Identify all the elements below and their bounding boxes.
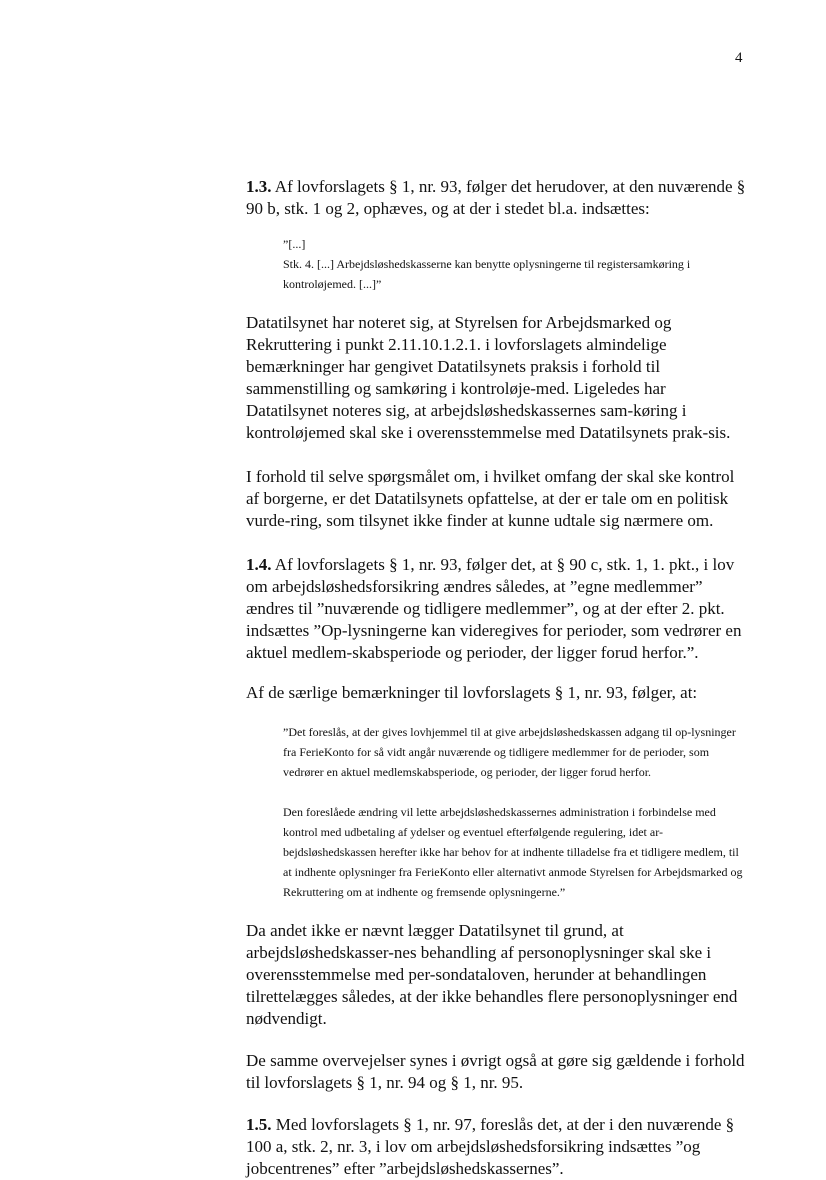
paragraph: Datatilsynet har noteret sig, at Styrelsen for Arbejdsmarked og Rekruttering i punkt 2.11.10.1.2.1. i lovforslagets almindelige bemærkninger har gengivet Datatilsynets praksis i forhold til sammenstilling og samkøring i kontroløje-med. Ligeledes har Datatilsynet noteres sig, at arbejdsløshedskassernes sam-køring i kontroløjemed skal ske i overensstemmelse med Datatilsynets prak-sis. bbox=[246, 313, 731, 442]
paragraph: I forhold til selve spørgsmålet om, i hvilket omfang der skal ske kontrol af borgerne, er det Datatilsynets opfattelse, at der er tale om en politisk vurde-ring, som tilsynet ikke finder at kunne udtale sig nærmere om. bbox=[246, 467, 735, 530]
section-text: Med lovforslagets § 1, nr. 97, foreslås det, at der i den nuværende § 100 a, stk. 2, nr. 3, i lov om arbejdsløshedsforsikring indsættes ”og jobcentrenes” efter ”arbejdsløshedskassernes”. bbox=[246, 1115, 735, 1178]
section-number: 1.4. bbox=[246, 555, 272, 574]
section-1-5-intro bbox=[246, 1114, 746, 1180]
quote-line: ”[...] bbox=[283, 237, 306, 251]
quote-line: Stk. 4. [...] Arbejdsløshedskasserne kan benytte oplysningerne til registersamkøring i kontroløjemed. [...]” bbox=[283, 257, 691, 291]
section-1-4-intro bbox=[246, 554, 746, 664]
section-text: Af lovforslagets § 1, nr. 93, følger det herudover, at den nuværende § 90 b, stk. 1 og 2, ophæves, og at der i stedet bl.a. indsættes: bbox=[246, 177, 746, 218]
section-1-3-intro bbox=[246, 176, 746, 220]
paragraph: Da andet ikke er nævnt lægger Datatilsynet til grund, at arbejdsløshedskasser-nes behandling af personoplysninger skal ske i overensstemmelse med per-sondataloven, herunder at behandlingen tilrettelægges således, at der ikke behandles flere personoplysninger end nødvendigt. bbox=[246, 921, 738, 1028]
section-number: 1.5. bbox=[246, 1115, 272, 1134]
section-text: Af lovforslagets § 1, nr. 93, følger det, at § 90 c, stk. 1, 1. pkt., i lov om arbejdsløshedsforsikring ændres således, at ”egne medlemmer” ændres til ”nuværende og tidligere medlemmer”, og at der efter 2. pkt. indsættes ”Op-lysningerne kan videregives for perioder, som vedrører en aktuel medlem-skabsperiode og perioder, der ligger forud herfor.”. bbox=[246, 555, 742, 662]
document-body bbox=[246, 176, 746, 1180]
page-number: 4 bbox=[735, 50, 743, 66]
block-quote bbox=[283, 234, 746, 294]
paragraph: De samme overvejelser synes i øvrigt også at gøre sig gældende i forhold til lovforslagets § 1, nr. 94 og § 1, nr. 95. bbox=[246, 1051, 745, 1092]
paragraph: Af de særlige bemærkninger til lovforslagets § 1, nr. 93, følger, at: bbox=[246, 683, 698, 702]
section-number: 1.3. bbox=[246, 177, 272, 196]
block-quote bbox=[283, 722, 746, 902]
quote-paragraph: ”Det foreslås, at der gives lovhjemmel til at give arbejdsløshedskassen adgang til op-lysninger fra FerieKonto for så vidt angår nuværende og tidligere medlemmer for de perioder, som vedrører en aktuel medlemskabsperiode, og perioder, der ligger forud herfor. bbox=[283, 725, 736, 779]
quote-paragraph: Den foreslåede ændring vil lette arbejdsløshedskassernes administration i forbindelse med kontrol med udbetaling af ydelser og eventuel efterfølgende regulering, idet ar-bejdsløshedskassen herefter ikke har behov for at indhente tilladelse fra et tidligere medlem, til at indhente oplysninger fra FerieKonto eller alternativt anmode Styrelsen for Arbejdsmarked og Rekruttering om at indhente og fremsende oplysningerne.” bbox=[283, 805, 743, 899]
